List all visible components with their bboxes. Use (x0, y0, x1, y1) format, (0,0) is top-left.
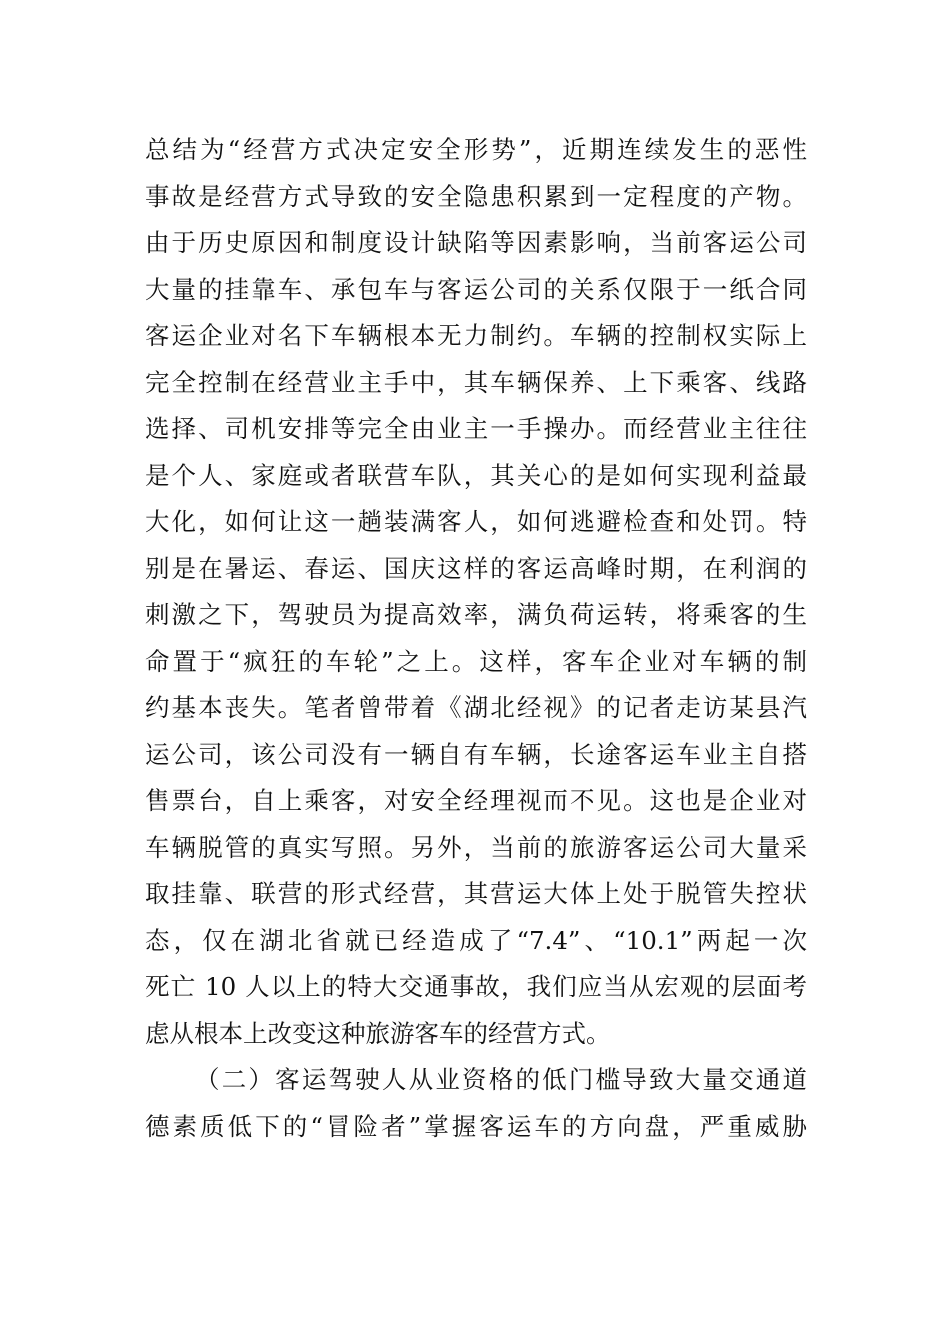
body-text (145, 127, 807, 1150)
text-line: 选择、司机安排等完全由业主一手操办。而经营业主往往 (145, 414, 807, 443)
text-line: 运公司，该公司没有一辆自有车辆，长途客运车业主自搭 (145, 739, 807, 769)
text-line: 总结为“经营方式决定安全形势”，近期连续发生的恶性 (145, 135, 807, 164)
text-line: 大量的挂靠车、承包车与客运公司的关系仅限于一纸合同 (145, 274, 807, 304)
text-line: 约基本丧失。笔者曾带着《湖北经视》的记者走访某县汽 (145, 693, 807, 722)
text-line: 大化，如何让这一趟装满客人，如何逃避检查和处罚。特 (145, 507, 807, 536)
text-line: 德素质低下的“冒险者”掌握客运车的方向盘，严重威胁 (145, 1111, 807, 1141)
text-line: 态，仅在湖北省就已经造成了“7.4”、“10.1”两起一次 (145, 925, 807, 955)
text-line: 车辆脱管的真实写照。另外，当前的旅游客运公司大量采 (145, 832, 807, 862)
text-line: 取挂靠、联营的形式经营，其营运大体上处于脱管失控状 (145, 879, 807, 908)
text-line: 死亡 10 人以上的特大交通事故，我们应当从宏观的层面考 (145, 972, 807, 1001)
text-line: 客运企业对名下车辆根本无力制约。车辆的控制权实际上 (145, 321, 807, 350)
paragraph-last-line: 虑从根本上改变这种旅游客车的经营方式。 (145, 1018, 611, 1048)
text-line: 刺激之下，驾驶员为提高效率，满负荷运转，将乘客的生 (145, 600, 807, 629)
section-heading-line: （二）客运驾驶人从业资格的低门槛导致大量交通道 (195, 1065, 807, 1094)
text-line: 由于历史原因和制度设计缺陷等因素影响，当前客运公司 (145, 228, 807, 257)
text-line: 完全控制在经营业主手中，其车辆保养、上下乘客、线路 (145, 367, 807, 397)
text-line: 命置于“疯狂的车轮”之上。这样，客车企业对车辆的制 (145, 646, 807, 676)
text-line: 别是在暑运、春运、国庆这样的客运高峰时期，在利润的 (145, 553, 807, 583)
text-line: 售票台，自上乘客，对安全经理视而不见。这也是企业对 (145, 786, 807, 815)
text-line: 是个人、家庭或者联营车队，其关心的是如何实现利益最 (145, 460, 807, 490)
text-line: 事故是经营方式导致的安全隐患积累到一定程度的产物。 (145, 181, 807, 211)
